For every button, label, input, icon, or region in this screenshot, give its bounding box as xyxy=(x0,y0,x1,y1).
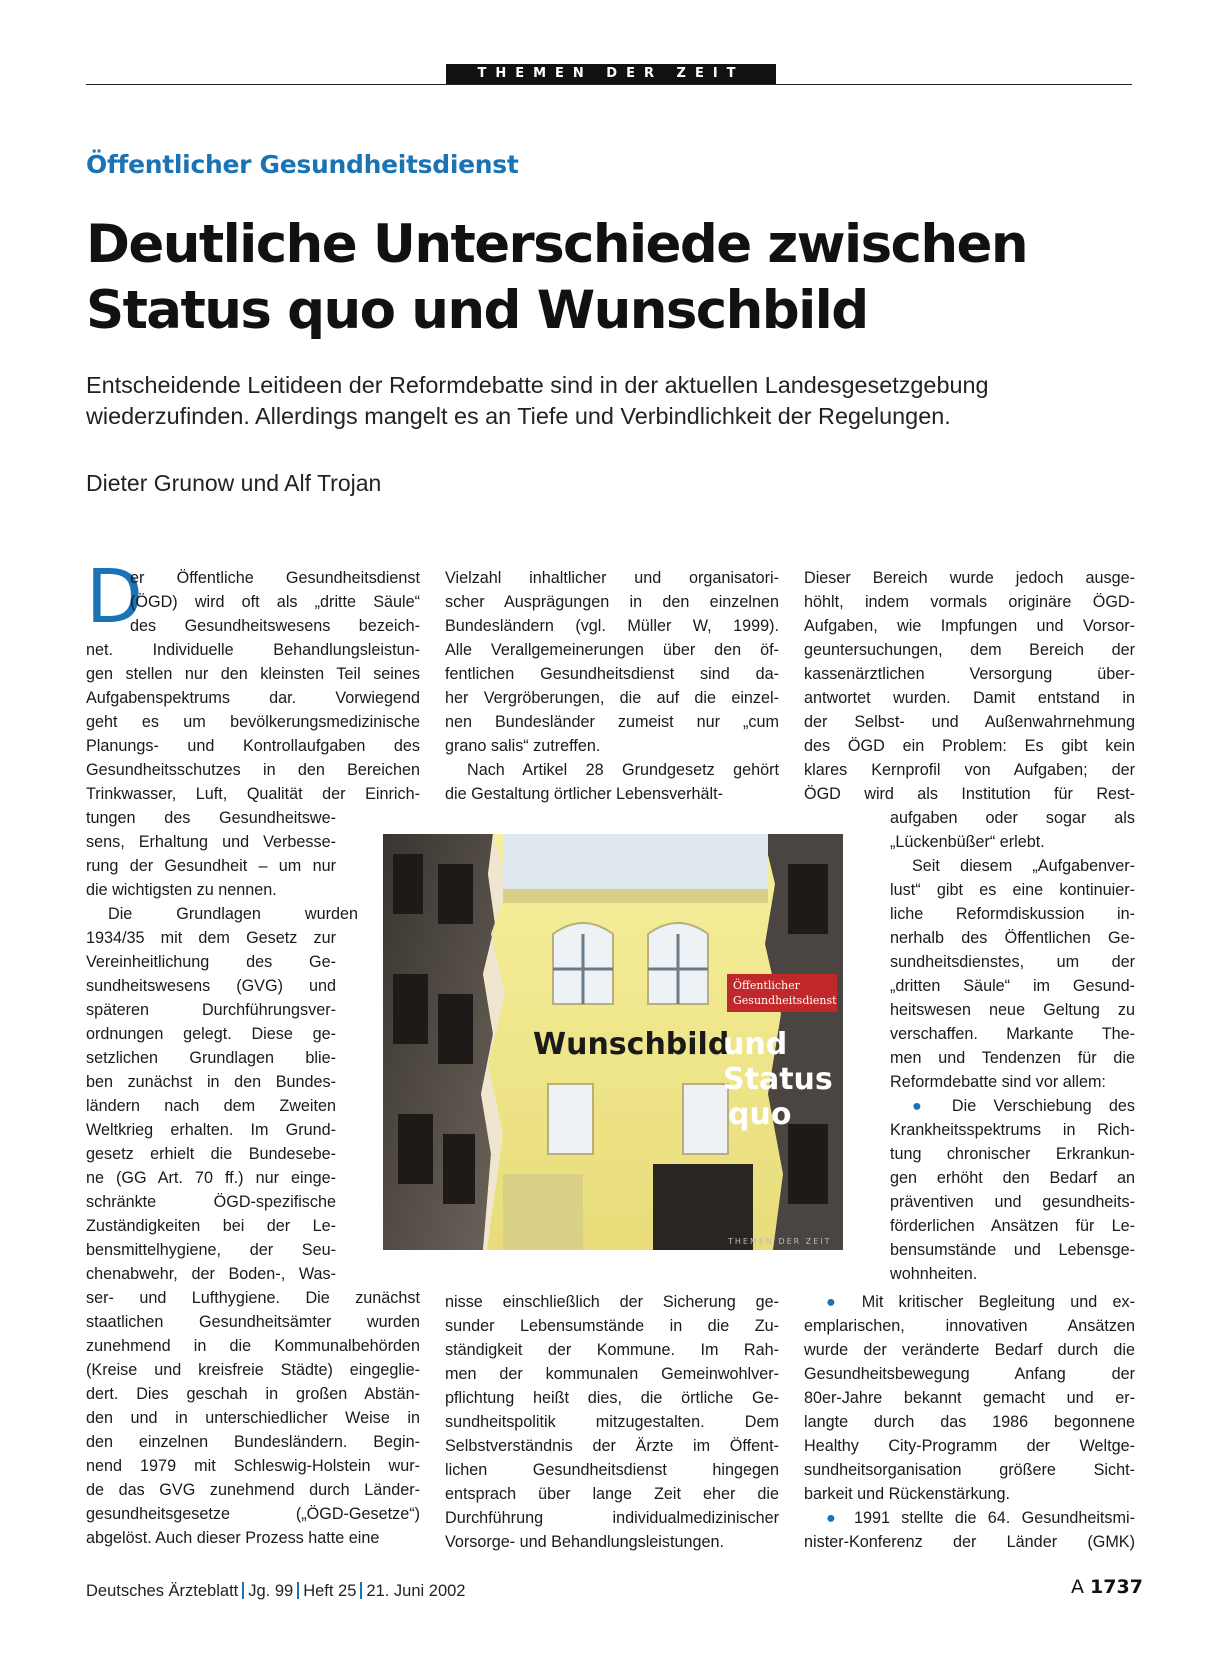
text-line-content: 1991 stellte die 64. Gesundheitsmi- xyxy=(853,1509,1135,1527)
text-line xyxy=(890,1094,1135,1118)
text-line: er Öffentliche Gesundheitsdienst xyxy=(130,569,420,587)
text-line: geht es um bevölkerungsmedizinische xyxy=(86,713,420,731)
text-line: net. Individuelle Behandlungsleistun- xyxy=(86,641,420,659)
photo-word-und: und xyxy=(723,1027,788,1062)
text-line: Seit diesem „Aufgabenver- xyxy=(912,857,1135,875)
header-rule xyxy=(86,84,1132,85)
text-line: die wichtigsten zu nennen. xyxy=(86,881,277,899)
text-line: klares Kernprofil von Aufgaben; der xyxy=(804,761,1135,779)
text-line: Aufgaben, wie Impfungen und Vorsor- xyxy=(804,617,1135,635)
text-line: (Kreise und kreisfreie Städte) eingeglie- xyxy=(86,1361,420,1379)
text-line: gesetz erhielt die Bundesebe- xyxy=(86,1145,336,1163)
text-line: Gesundheitsbewegung Anfang der xyxy=(804,1365,1135,1383)
article-photo xyxy=(383,834,843,1250)
text-line: grano salis“ zutreffen. xyxy=(445,737,601,755)
authors: Dieter Grunow und Alf Trojan xyxy=(86,470,382,496)
text-line: Nach Artikel 28 Grundgesetz gehört xyxy=(467,761,779,779)
volume: Jg. 99 xyxy=(248,1582,294,1600)
text-line: lichen Gesundheitsdienst hingegen xyxy=(445,1461,779,1479)
text-line: staatlichen Gesundheitsämter wurden xyxy=(86,1313,420,1331)
text-line: sundheitspolitik mitzugestalten. Dem xyxy=(445,1413,779,1431)
text-line xyxy=(804,1506,1135,1530)
column-2-bottom xyxy=(445,1290,779,1554)
text-line: die Gestaltung örtlicher Lebensverhält- xyxy=(445,785,724,803)
text-line: 1934/35 mit dem Gesetz zur xyxy=(86,929,336,947)
text-line: rung der Gesundheit – um nur xyxy=(86,857,336,875)
text-line: „dritten Säule“ im Gesund- xyxy=(890,977,1135,995)
footer-citation xyxy=(86,1582,466,1601)
photo-word-wunschbild: Wunschbild xyxy=(533,1027,730,1062)
text-line: tung chronischer Erkrankun- xyxy=(890,1145,1135,1163)
text-line: Dieser Bereich wurde jedoch ausge- xyxy=(804,569,1135,587)
text-line: gesundheitsgesetze („ÖGD-Gesetze“) xyxy=(86,1505,420,1523)
text-line: Vorsorge- und Behandlungsleistungen. xyxy=(445,1533,724,1551)
text-line: nen Bundesländer zumeist nur „cum xyxy=(445,713,779,731)
issue-date: 21. Juni 2002 xyxy=(366,1582,466,1600)
headline xyxy=(86,212,1136,344)
photo-footer-mark: THEMEN DER ZEIT xyxy=(728,1237,832,1246)
text-line: sundheitswesens (GVG) und xyxy=(86,977,336,995)
text-line: her Vergröberungen, die auf die einzel- xyxy=(445,689,779,707)
text-line: nister-Konferenz der Länder (GMK) xyxy=(804,1533,1135,1551)
bullet-icon: ● xyxy=(826,1293,862,1311)
text-line: zunehmend in die Kommunalbehörden xyxy=(86,1337,420,1355)
photo-word-quo: quo xyxy=(728,1097,792,1132)
text-line: men und Tendenzen für die xyxy=(890,1049,1135,1067)
text-line: Trinkwasser, Luft, Qualität der Einrich- xyxy=(86,785,420,803)
text-line: scher Ausprägungen in den einzelnen xyxy=(445,593,779,611)
text-line: emplarischen, innovativen Ansätzen xyxy=(804,1317,1135,1335)
text-line: dert. Dies geschah in großen Abstän- xyxy=(86,1385,420,1403)
text-line: chenabwehr, der Boden-, Was- xyxy=(86,1265,336,1283)
text-line: nisse einschließlich der Sicherung ge- xyxy=(445,1293,779,1311)
column-2-top xyxy=(445,566,779,806)
text-line: nend 1979 mit Schleswig-Holstein wur- xyxy=(86,1457,420,1475)
text-line: ne (GG Art. 70 ff.) nur einge- xyxy=(86,1169,336,1187)
text-line-content: Mit kritischer Begleitung und ex- xyxy=(861,1293,1136,1311)
text-line: des Gesundheitswesens bezeich- xyxy=(130,617,420,635)
text-line: Vereinheitlichung des Ge- xyxy=(86,953,336,971)
text-line: förderlichen Ansätzen für Le- xyxy=(890,1217,1135,1235)
text-line: men der kommunalen Gemeinwohlver- xyxy=(445,1365,779,1383)
text-line: späteren Durchführungsver- xyxy=(86,1001,336,1019)
column-3-top xyxy=(804,566,1135,806)
text-line: (ÖGD) wird oft als „dritte Säule“ xyxy=(130,593,420,611)
issue: Heft 25 xyxy=(303,1582,357,1600)
text-line: barkeit und Rückenstärkung. xyxy=(804,1485,1011,1503)
text-line: Die Grundlagen wurden xyxy=(108,905,358,923)
text-line: Durchführung individualmedizinischer xyxy=(445,1509,779,1527)
text-line: den und in unterschiedlicher Weise in xyxy=(86,1409,420,1427)
page-number-value: 1737 xyxy=(1090,1576,1143,1598)
text-line: nerhalb des Öffentlichen Ge- xyxy=(890,929,1135,947)
text-line: bensmittelhygiene, der Seu- xyxy=(86,1241,336,1259)
text-line: Healthy City-Programm der Weltge- xyxy=(804,1437,1135,1455)
text-line: geuntersuchungen, dem Bereich der xyxy=(804,641,1135,659)
text-line: langte durch das 1986 begonnene xyxy=(804,1413,1135,1431)
page-number xyxy=(1071,1576,1143,1598)
text-line: Alle Verallgemeinerungen über den öf- xyxy=(445,641,779,659)
text-line: Weltkrieg erhalten. Im Grund- xyxy=(86,1121,336,1139)
photo-word-status: Status xyxy=(723,1062,833,1097)
text-line: sundheitsdienstes, um der xyxy=(890,953,1135,971)
text-line: Planungs- und Kontrollaufgaben des xyxy=(86,737,420,755)
text-line: Zuständigkeiten bei der Le- xyxy=(86,1217,336,1235)
dropcap: D xyxy=(86,554,143,640)
headline-line: Status quo und Wunschbild xyxy=(86,280,868,341)
text-line: Vielzahl inhaltlicher und organisatori- xyxy=(445,569,779,587)
lead-paragraph xyxy=(86,370,1136,432)
text-line: sundheitsorganisation größere Sicht- xyxy=(804,1461,1135,1479)
bullet-icon: ● xyxy=(912,1097,952,1115)
text-line: „Lückenbüßer“ erlebt. xyxy=(890,833,1045,851)
text-line: entsprach über lange Zeit eher die xyxy=(445,1485,779,1503)
kicker: Öffentlicher Gesundheitsdienst xyxy=(86,150,519,179)
text-line: sunder Lebensumstände in die Zu- xyxy=(445,1317,779,1335)
text-line: 80er-Jahre bekannt gemacht und er- xyxy=(804,1389,1135,1407)
text-line: wohnheiten. xyxy=(890,1265,978,1283)
page-prefix: A xyxy=(1071,1576,1084,1598)
text-line: liche Reformdiskussion in- xyxy=(890,905,1135,923)
text-line: des ÖGD ein Problem: Es gibt kein xyxy=(804,737,1135,755)
text-line: bensumstände und Lebensge- xyxy=(890,1241,1135,1259)
text-line: Aufgabenspektrums dar. Vorwiegend xyxy=(86,689,420,707)
text-line: der Selbst- und Außenwahrnehmung xyxy=(804,713,1135,731)
text-line: sens, Erhaltung und Verbesse- xyxy=(86,833,336,851)
lead-line: wiederzufinden. Allerdings mangelt es an Tiefe und Verbindlichkeit der Regelungen. xyxy=(86,403,951,429)
bullet-icon: ● xyxy=(826,1509,854,1527)
text-line: ÖGD wird als Institution für Rest- xyxy=(804,785,1135,803)
text-line: Krankheitsspektrums in Rich- xyxy=(890,1121,1135,1139)
text-line: pflichtung heißt dies, die örtliche Ge- xyxy=(445,1389,779,1407)
text-line: ordnungen gelegt. Diese ge- xyxy=(86,1025,336,1043)
text-line: Bundesländern (vgl. Müller W, 1999). xyxy=(445,617,779,635)
footer-separator xyxy=(360,1582,362,1599)
text-line: ländern nach dem Zweiten xyxy=(86,1097,336,1115)
text-line: aufgaben oder sogar als xyxy=(890,809,1135,827)
text-line: gen stellen nur den kleinsten Teil seines xyxy=(86,665,420,683)
footer-separator xyxy=(242,1582,244,1599)
text-line: präventiven und gesundheits- xyxy=(890,1193,1135,1211)
column-1 xyxy=(86,566,420,1550)
photo-title-line1: Öffentlicher xyxy=(733,979,800,992)
footer-separator xyxy=(297,1582,299,1599)
text-line: tungen des Gesundheitswe- xyxy=(86,809,336,827)
text-line: Reformdebatte sind vor allem: xyxy=(890,1073,1106,1091)
text-line: den einzelnen Bundesländern. Begin- xyxy=(86,1433,420,1451)
text-line: lust“ gibt es eine kontinuier- xyxy=(890,881,1135,899)
text-line: abgelöst. Auch dieser Prozess hatte eine xyxy=(86,1529,380,1547)
section-tag: THEMEN DER ZEIT xyxy=(446,64,776,84)
text-line: wurde der veränderte Bedarf durch die xyxy=(804,1341,1135,1359)
photo-title-line2: Gesundheitsdienst xyxy=(733,994,837,1007)
text-line-content: Die Verschiebung des xyxy=(951,1097,1136,1115)
journal-name: Deutsches Ärzteblatt xyxy=(86,1582,239,1600)
building-illustration xyxy=(383,834,843,1250)
text-line: Gesundheitsschutzes in den Bereichen xyxy=(86,761,420,779)
text-line: de das GVG zunehmend durch Länder- xyxy=(86,1481,420,1499)
text-line: gen erhöht den Bedarf an xyxy=(890,1169,1135,1187)
text-line: ständigkeit der Kommune. Im Rah- xyxy=(445,1341,779,1359)
text-line: schränkte ÖGD-spezifische xyxy=(86,1193,336,1211)
text-line: fentlichen Gesundheitsdienst sind da- xyxy=(445,665,779,683)
column-3-bottom xyxy=(804,1290,1135,1554)
lead-line: Entscheidende Leitideen der Reformdebatte sind in der aktuellen Landesgesetzgebung xyxy=(86,372,989,398)
column-3-narrow xyxy=(890,806,1135,1286)
text-line: kassenärztlichen Versorgung über- xyxy=(804,665,1135,683)
text-line: antwortet wurden. Damit entstand in xyxy=(804,689,1135,707)
text-line: höhlt, indem vormals originäre ÖGD- xyxy=(804,593,1135,611)
text-line: setzlichen Grundlagen blie- xyxy=(86,1049,336,1067)
text-line xyxy=(804,1290,1135,1314)
text-line: ser- und Lufthygiene. Die zunächst xyxy=(86,1289,420,1307)
headline-line: Deutliche Unterschiede zwischen xyxy=(86,214,1027,275)
text-line: ben zunächst in den Bundes- xyxy=(86,1073,336,1091)
text-line: verschaffen. Markante The- xyxy=(890,1025,1135,1043)
text-line: Selbstverständnis der Ärzte im Öffent- xyxy=(445,1437,779,1455)
text-line: heitswesen neue Geltung zu xyxy=(890,1001,1135,1019)
